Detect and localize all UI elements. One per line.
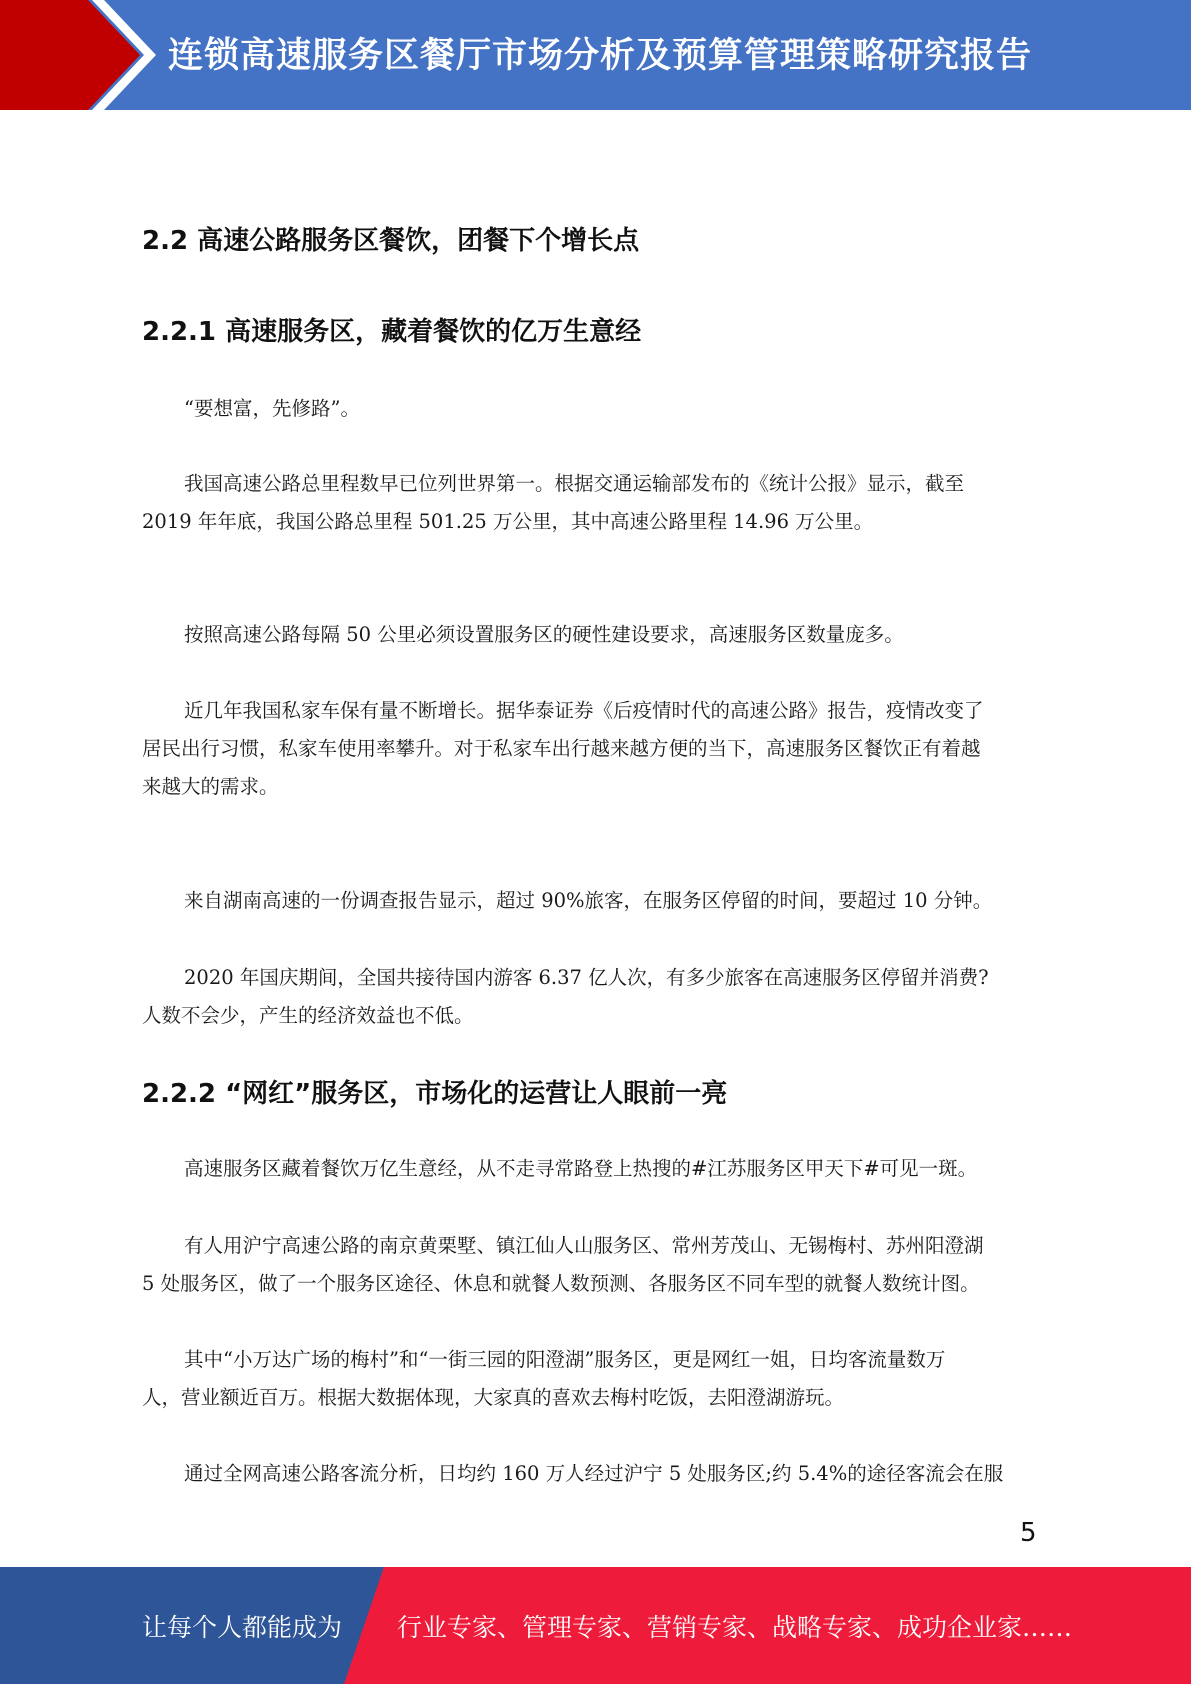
paragraph-line: 2019 年年底，我国公路总里程 501.25 万公里，其中高速公路里程 14.96 万公里。 bbox=[142, 510, 874, 533]
paragraph-line: 其中“小万达广场的梅村”和“一街三园的阳澄湖”服务区，更是网红一姐，日均客流量数万 bbox=[184, 1348, 946, 1371]
paragraph-line: 近几年我国私家车保有量不断增长。据华泰证券《后疫情时代的高速公路》报告，疫情改变了 bbox=[184, 699, 984, 722]
paragraph bbox=[142, 1455, 1047, 1493]
paragraph bbox=[142, 616, 1047, 654]
paragraph-line: 居民出行习惯，私家车使用率攀升。对于私家车出行越来越方便的当下，高速服务区餐饮正有着越 bbox=[142, 737, 981, 760]
paragraph-line: 人数不会少，产生的经济效益也不低。 bbox=[142, 1004, 474, 1027]
section-heading-2-2: 2.2 高速公路服务区餐饮，团餐下个增长点 bbox=[142, 226, 640, 256]
section-heading-2-2-1: 2.2.1 高速服务区，藏着餐饮的亿万生意经 bbox=[142, 317, 642, 347]
header-arrow-decoration bbox=[0, 0, 160, 110]
page-header bbox=[0, 0, 1191, 110]
paragraph-line: 通过全网高速公路客流分析，日均约 160 万人经过沪宁 5 处服务区;约 5.4%的途径客流会在服 bbox=[184, 1462, 1004, 1485]
paragraph-line: 来自湖南高速的一份调查报告显示，超过 90%旅客，在服务区停留的时间，要超过 10 分钟。 bbox=[184, 889, 993, 912]
report-title: 连锁高速服务区餐厅市场分析及预算管理策略研究报告 bbox=[168, 36, 1033, 76]
paragraph bbox=[142, 1227, 1047, 1303]
footer-slogan-left: 让每个人都能成为 bbox=[142, 1613, 343, 1642]
paragraph bbox=[142, 390, 1047, 428]
paragraph-line: 按照高速公路每隔 50 公里必须设置服务区的硬性建设要求，高速服务区数量庞多。 bbox=[184, 623, 904, 646]
paragraph bbox=[142, 1341, 1047, 1417]
footer-slogan-right: 行业专家、管理专家、营销专家、战略专家、成功企业家…… bbox=[397, 1613, 1073, 1642]
paragraph bbox=[142, 692, 1047, 806]
section-heading-2-2-2: 2.2.2 “网红”服务区，市场化的运营让人眼前一亮 bbox=[142, 1079, 728, 1109]
paragraph-line: 我国高速公路总里程数早已位列世界第一。根据交通运输部发布的《统计公报》显示，截至 bbox=[184, 472, 965, 495]
paragraph-line: 来越大的需求。 bbox=[142, 775, 279, 798]
paragraph-line: 有人用沪宁高速公路的南京黄栗墅、镇江仙人山服务区、常州芳茂山、无锡梅村、苏州阳澄湖 bbox=[184, 1234, 984, 1257]
page-number: 5 bbox=[1020, 1518, 1037, 1548]
paragraph bbox=[142, 959, 1047, 1035]
paragraph-line: 高速服务区藏着餐饮万亿生意经，从不走寻常路登上热搜的#江苏服务区甲天下#可见一斑。 bbox=[184, 1157, 978, 1180]
paragraph-line: 5 处服务区，做了一个服务区途径、休息和就餐人数预测、各服务区不同车型的就餐人数统计图。 bbox=[142, 1272, 980, 1295]
paragraph bbox=[142, 465, 1047, 541]
paragraph-line: 人，营业额近百万。根据大数据体现，大家真的喜欢去梅村吃饭，去阳澄湖游玩。 bbox=[142, 1386, 845, 1409]
paragraph-line: “要想富，先修路”。 bbox=[184, 397, 360, 420]
paragraph bbox=[142, 882, 1047, 920]
paragraph-line: 2020 年国庆期间，全国共接待国内游客 6.37 亿人次，有多少旅客在高速服务区停留并消费? bbox=[184, 966, 989, 989]
page-footer bbox=[0, 1567, 1191, 1684]
paragraph bbox=[142, 1150, 1047, 1188]
